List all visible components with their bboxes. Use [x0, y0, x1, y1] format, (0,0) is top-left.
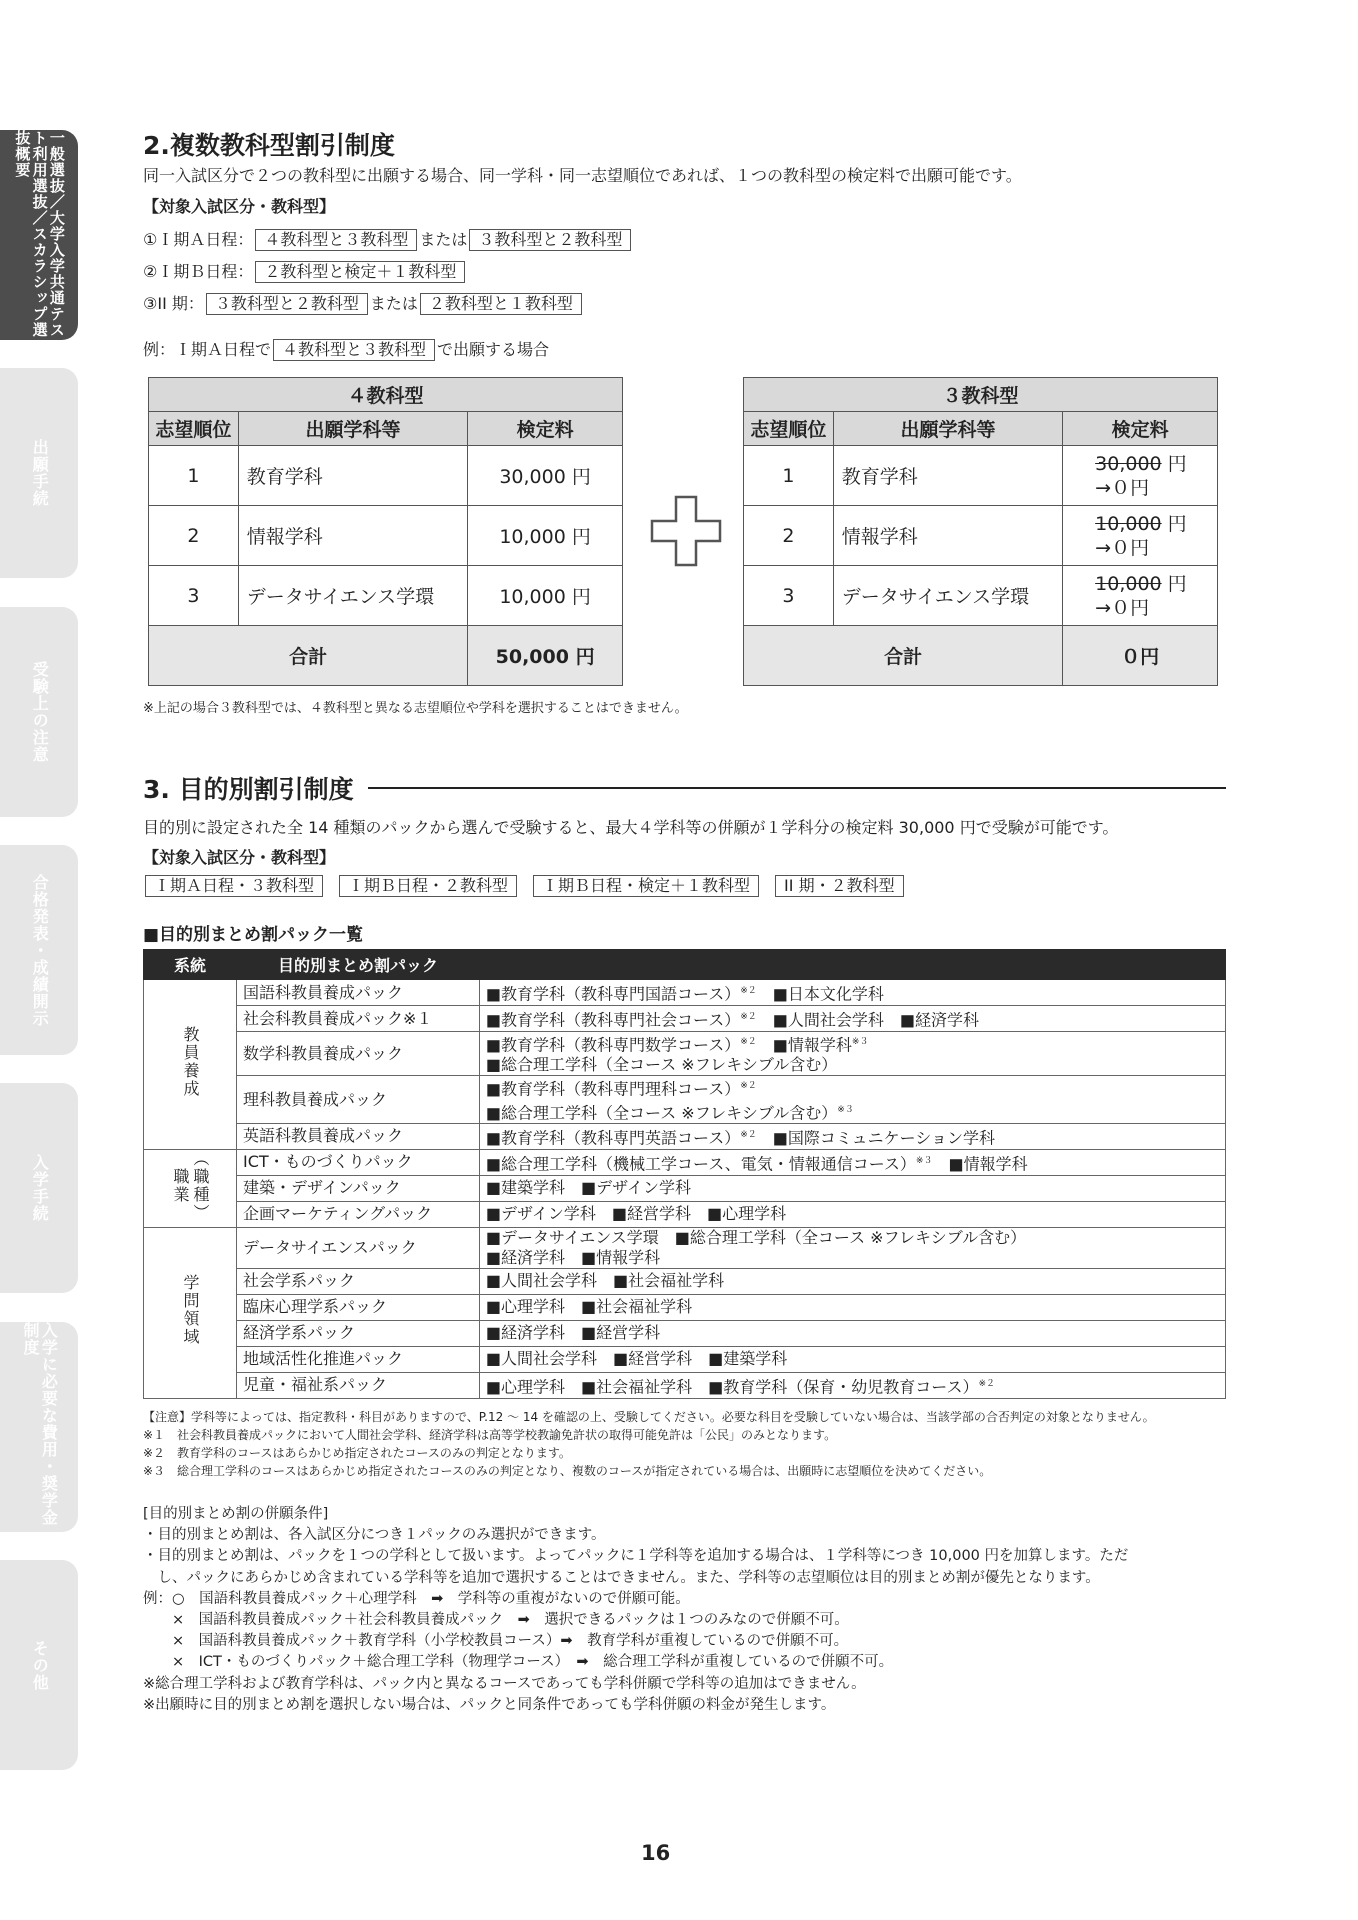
dept-cell: 情報学科: [833, 506, 1062, 566]
pack-row: [144, 1320, 1226, 1346]
total-row: [744, 626, 1218, 686]
pack-name: 臨床心理学系パック: [237, 1294, 480, 1320]
pack-row: [144, 1123, 1226, 1149]
rank-cell: 1: [149, 446, 239, 506]
category-label: 学問領域: [181, 1274, 200, 1347]
pack-dept-line: [486, 1228, 1219, 1248]
dept-cell: データサイエンス学環: [833, 566, 1062, 626]
old-fee: 30,000: [1095, 452, 1162, 475]
dept-text: ■教育学科（教科専門国語コース）: [485, 984, 741, 1004]
pack-dept-line: [486, 1007, 1219, 1030]
side-tab-other[interactable]: [0, 1560, 78, 1770]
rank-cell: 2: [149, 506, 239, 566]
dept-text: ■教育学科（教科専門理科コース）: [485, 1079, 741, 1099]
side-tab-selection-overview[interactable]: [0, 130, 78, 340]
pack-table: [143, 949, 1226, 1399]
pack-dept-line: [486, 1204, 1219, 1224]
header-rank: 志望順位: [744, 412, 834, 446]
old-fee: 10,000: [1095, 572, 1162, 595]
pack-dept-line: [486, 1323, 1219, 1343]
section-3-title: 3. 目的別割引制度: [143, 775, 354, 804]
pack-name: 国語科教員養成パック: [237, 980, 480, 1006]
pack-name: 建築・デザインパック: [237, 1175, 480, 1201]
condition-line: × 国語科教員養成パック＋社会科教員養成パック ➡ 選択できるパックは１つのみなので併願不可。: [143, 1612, 849, 1628]
rank-cell: 3: [744, 566, 834, 626]
footnote-mark: ※２: [740, 985, 757, 996]
pack-departments: [479, 1006, 1225, 1032]
footnote-mark: ※２: [740, 1129, 757, 1140]
pack-row: [144, 980, 1226, 1006]
category-cell: [144, 1149, 237, 1227]
pack-dept-line: [486, 1100, 1219, 1123]
pack-name: 児童・福祉系パック: [237, 1372, 480, 1398]
target-line-prefix: ②Ｉ期Ｂ日程：: [143, 262, 254, 281]
target-box: ２教科型と１教科型: [420, 293, 582, 315]
dept-text: ■データサイエンス学環 ■総合理工学科（全コース ※フレキシブル含む）: [485, 1227, 1027, 1247]
pack-departments: [479, 1201, 1225, 1227]
section-2-target-heading: 【対象入試区分・教科型】: [143, 197, 336, 216]
side-tab-label: 入学に必要な費用・奨学金制度: [21, 1322, 59, 1526]
dept-text: ■デザイン学科 ■経営学科 ■心理学科: [485, 1204, 787, 1224]
side-tab-label: 出願手続: [30, 439, 50, 507]
pack-name: 数学科教員養成パック: [237, 1032, 480, 1076]
footnote-mark: ※２: [740, 1081, 757, 1092]
pack-departments: [479, 1372, 1225, 1398]
fee-cell: [1063, 506, 1218, 566]
pack-departments: [479, 1268, 1225, 1294]
footnote-mark: ※３: [851, 1037, 869, 1047]
pack-departments: [479, 1320, 1225, 1346]
pack-name: ICT・ものづくりパック: [237, 1149, 480, 1175]
target-line-1: [143, 227, 633, 251]
pack-row: [144, 1201, 1226, 1227]
pack-departments: [479, 1123, 1225, 1149]
target-line-mid: または: [419, 230, 468, 249]
pack-departments: [479, 1032, 1225, 1076]
dept-cell: データサイエンス学環: [238, 566, 467, 626]
header-category: 系統: [144, 950, 237, 980]
rank-cell: 2: [744, 506, 834, 566]
table-row: [149, 446, 623, 506]
footnote-mark: ※２: [978, 1378, 996, 1389]
title-rule: [368, 787, 1226, 789]
side-tab-label: その他: [30, 1639, 50, 1691]
new-fee: →０円: [1095, 476, 1150, 499]
new-fee: →０円: [1095, 596, 1150, 619]
section-2-note: ※上記の場合３教科型では、４教科型と異なる志望順位や学科を選択することはできません。: [143, 701, 688, 716]
dept-text: ■経済学科 ■経営学科: [485, 1323, 661, 1343]
dept-text: ■建築学科 ■デザイン学科: [485, 1178, 692, 1198]
pack-dept-line: [486, 1055, 1219, 1075]
dept-text: ■情報学科: [932, 1154, 1028, 1174]
condition-line: ※出願時に目的別まとめ割を選択しない場合は、パックと同条件であっても学科併願の料金が発生します。: [143, 1696, 836, 1713]
footnote-mark: ※３: [915, 1155, 933, 1166]
pack-row: [144, 1032, 1226, 1076]
pack-dept-line: [486, 1349, 1219, 1369]
total-value: 50,000 円: [468, 626, 623, 686]
dept-text: ■人間社会学科 ■社会福祉学科: [485, 1271, 725, 1291]
target-box: ３教科型と２教科型: [469, 229, 631, 251]
pack-row: [144, 1175, 1226, 1201]
pack-row: [144, 1294, 1226, 1320]
dept-cell: 教育学科: [238, 446, 467, 506]
fee-cell: [1063, 566, 1218, 626]
side-tab-results[interactable]: [0, 845, 78, 1055]
condition-line: [目的別まとめ割の併願条件]: [143, 1506, 329, 1522]
section-3-target-heading: 【対象入試区分・教科型】: [143, 848, 336, 867]
target-box: Ｉ期Ａ日程・３教科型: [145, 875, 323, 897]
pack-name: 英語科教員養成パック: [237, 1123, 480, 1149]
dept-text: ■心理学科 ■社会福祉学科: [485, 1297, 693, 1317]
category-label: 教員養成: [181, 1025, 200, 1098]
total-value: ０円: [1063, 626, 1218, 686]
pack-departments: [479, 980, 1225, 1006]
condition-line: × 国語科教員養成パック＋教育学科（小学校教員コース）➡ 教育学科が重複しているので併願不可。: [143, 1633, 849, 1650]
pack-dept-line: [486, 1032, 1219, 1055]
header-rank: 志望順位: [149, 412, 239, 446]
new-fee: →０円: [1095, 536, 1150, 559]
fee-cell: 30,000 円: [468, 446, 623, 506]
pack-dept-line: [486, 1374, 1219, 1397]
condition-line: ※総合理工学科および教育学科は、パック内と異なるコースであっても学科併願で学科等の追加はできません。: [143, 1675, 866, 1692]
dept-text: ■情報学科: [756, 1035, 852, 1055]
side-tab-label: 合格発表・成績開示: [30, 873, 50, 1027]
footnote-mark: ※３: [837, 1104, 854, 1115]
pack-row: [144, 1227, 1226, 1268]
target-box: ２教科型と検定＋１教科型: [255, 261, 465, 283]
dept-cell: 情報学科: [238, 506, 467, 566]
total-label: 合計: [744, 626, 1063, 686]
header-fee: 検定料: [1063, 412, 1218, 446]
fee-cell: 10,000 円: [468, 506, 623, 566]
old-fee-unit: 円: [1161, 512, 1187, 535]
header-fee: 検定料: [468, 412, 623, 446]
side-tab-exam-notes[interactable]: [0, 607, 78, 817]
header-dept: 出願学科等: [833, 412, 1062, 446]
target-line-prefix: ③II 期：: [143, 294, 204, 313]
target-box: II 期・２教科型: [775, 875, 904, 897]
table-row: [744, 566, 1218, 626]
pack-departments: [479, 1227, 1225, 1268]
header-pack: 目的別まとめ割パック: [237, 950, 480, 980]
pack-dept-line: [486, 1076, 1219, 1099]
target-line-mid: または: [369, 294, 418, 313]
pack-departments: [479, 1294, 1225, 1320]
dept-text: ■総合理工学科（全コース ※フレキシブル含む）: [485, 1102, 838, 1122]
pack-name: 社会科教員養成パック※１: [237, 1006, 480, 1032]
table-title: ３教科型: [744, 378, 1218, 412]
example-table-4-subjects: [148, 377, 623, 686]
pack-name: 企画マーケティングパック: [237, 1201, 480, 1227]
side-tab-enrollment[interactable]: [0, 1083, 78, 1293]
side-tab-label: 一般選抜／大学入学共通テスト利用選抜／スカラシップ選抜概要: [13, 130, 66, 338]
dept-cell: 教育学科: [833, 446, 1062, 506]
target-box: ３教科型と２教科型: [206, 293, 368, 315]
dept-text: ■教育学科（教科専門数学コース）: [485, 1035, 741, 1055]
dept-text: ■日本文化学科: [756, 984, 884, 1004]
side-tab-costs-scholarship[interactable]: [0, 1322, 78, 1532]
category-cell: [144, 1227, 237, 1398]
total-label: 合計: [149, 626, 468, 686]
table-title: ４教科型: [149, 378, 623, 412]
condition-line: 例：○ 国語科教員養成パック＋心理学科 ➡ 学科等の重複がないので併願可能。: [143, 1590, 690, 1607]
pack-name: 社会学系パック: [237, 1268, 480, 1294]
example-box: ４教科型と３教科型: [273, 339, 435, 361]
dept-text: ■総合理工学科（全コース ※フレキシブル含む）: [485, 1055, 838, 1075]
condition-line: ・目的別まとめ割は、パックを１つの学科として扱います。よってパックに１学科等を追加する場合は、１学科等につき 10,000 円を加算します。ただ: [143, 1548, 1129, 1565]
rank-cell: 1: [744, 446, 834, 506]
pack-row: [144, 1006, 1226, 1032]
section-2-intro: 同一入試区分で２つの教科型に出願する場合、同一学科・同一志望順位であれば、１つの教科型の検定料で出願可能です。: [143, 166, 1022, 185]
pack-row: [144, 1076, 1226, 1124]
page-number: 16: [641, 1841, 671, 1865]
category-label: （職種）職業: [171, 1149, 210, 1222]
fee-cell: 10,000 円: [468, 566, 623, 626]
target-line-3: [143, 291, 584, 315]
target-box: Ｉ期Ｂ日程・検定＋１教科型: [533, 875, 759, 897]
pack-name: 経済学系パック: [237, 1320, 480, 1346]
example-line: [143, 337, 549, 361]
table-row: [149, 566, 623, 626]
pack-dept-line: [486, 1248, 1219, 1268]
table-row: [744, 506, 1218, 566]
section-3-intro: 目的別に設定された全 14 種類のパックから選んで受験すると、最大４学科等の併願が１学科分の検定料 30,000 円で受験が可能です。: [143, 818, 1119, 837]
pack-row: [144, 1372, 1226, 1398]
plus-icon: [650, 495, 722, 567]
section-3-header: [143, 770, 1226, 806]
pack-dept-line: [486, 1125, 1219, 1148]
dept-text: ■経済学科 ■情報学科: [485, 1247, 661, 1267]
condition-line: し、パックにあらかじめ含まれている学科等を追加で選択することはできません。また、学科等の志望順位は目的別まとめ割が優先となります。: [143, 1569, 1100, 1586]
footnote-mark: ※２: [740, 1011, 757, 1022]
header-dept: 出願学科等: [238, 412, 467, 446]
total-row: [149, 626, 623, 686]
pack-departments: [479, 1076, 1225, 1124]
footnote-mark: ※２: [740, 1037, 757, 1047]
target-box: ４教科型と３教科型: [255, 229, 417, 251]
section-2-title: 2.複数教科型割引制度: [143, 131, 395, 160]
example-table-3-subjects: [743, 377, 1218, 686]
old-fee: 10,000: [1095, 512, 1162, 535]
pack-name: 理科教員養成パック: [237, 1076, 480, 1124]
dept-text: ■人間社会学科 ■経営学科 ■建築学科: [485, 1349, 788, 1369]
pack-dept-line: [486, 1297, 1219, 1317]
note-line: ※３ 総合理工学科のコースはあらかじめ指定されたコースのみの判定となり、複数のコースが指定されている場合は、出願時に志望順位を決めてください。: [143, 1464, 992, 1478]
section-3-target-boxes: [143, 875, 906, 897]
old-fee-unit: 円: [1161, 572, 1187, 595]
rank-cell: 3: [149, 566, 239, 626]
note-line: ※２ 教育学科のコースはあらかじめ指定されたコースのみの判定となります。: [143, 1446, 571, 1460]
pack-row: [144, 1149, 1226, 1175]
pack-name: データサイエンスパック: [237, 1227, 480, 1268]
condition-line: × ICT・ものづくりパック＋総合理工学科（物理学コース） ➡ 総合理工学科が重複しているので併願不可。: [143, 1654, 894, 1671]
table-row: [149, 506, 623, 566]
note-line: 【注意】学科等によっては、指定教科・科目がありますので、P.12 ～ 14 を確認の上、受験してください。必要な科目を受験していない場合は、当該学部の合否判定の対象となりません。: [143, 1410, 1155, 1424]
dept-text: ■人間社会学科 ■経済学科: [756, 1010, 980, 1030]
dept-text: ■教育学科（教科専門英語コース）: [485, 1128, 741, 1148]
category-cell: [144, 980, 237, 1150]
fee-cell: [1063, 446, 1218, 506]
pack-dept-line: [486, 1151, 1219, 1174]
side-tab-label: 入学手続: [30, 1154, 50, 1222]
example-suffix: で出願する場合: [437, 340, 550, 359]
pack-name: 地域活性化推進パック: [237, 1346, 480, 1372]
example-prefix: 例：Ｉ期Ａ日程で: [143, 340, 272, 359]
pack-departments: [479, 1175, 1225, 1201]
header-depts: [479, 950, 1225, 980]
pack-departments: [479, 1346, 1225, 1372]
old-fee-unit: 円: [1161, 452, 1187, 475]
pack-dept-line: [486, 981, 1219, 1004]
dept-text: ■心理学科 ■社会福祉学科 ■教育学科（保育・幼児教育コース）: [485, 1377, 979, 1397]
note-line: ※１ 社会科教員養成パックにおいて人間社会学科、経済学科は高等学校教諭免許状の取得可能免許は「公民」のみとなります。: [143, 1428, 837, 1442]
dept-text: ■教育学科（教科専門社会コース）: [485, 1010, 741, 1030]
side-tab-application[interactable]: [0, 368, 78, 578]
pack-dept-line: [486, 1271, 1219, 1291]
dept-text: ■総合理工学科（機械工学コース、電気・情報通信コース）: [485, 1154, 916, 1174]
side-tab-label: 受験上の注意: [30, 661, 50, 763]
condition-line: ・目的別まとめ割は、各入試区分につき１パックのみ選択ができます。: [143, 1527, 606, 1544]
dept-text: ■国際コミュニケーション学科: [756, 1128, 995, 1148]
pack-departments: [479, 1149, 1225, 1175]
target-line-prefix: ①Ｉ期Ａ日程：: [143, 230, 254, 249]
target-line-2: [143, 259, 467, 283]
pack-dept-line: [486, 1178, 1219, 1198]
pack-row: [144, 1346, 1226, 1372]
target-box: Ｉ期Ｂ日程・２教科型: [339, 875, 517, 897]
pack-row: [144, 1268, 1226, 1294]
table-row: [744, 446, 1218, 506]
pack-list-heading: ■目的別まとめ割パック一覧: [143, 925, 364, 945]
